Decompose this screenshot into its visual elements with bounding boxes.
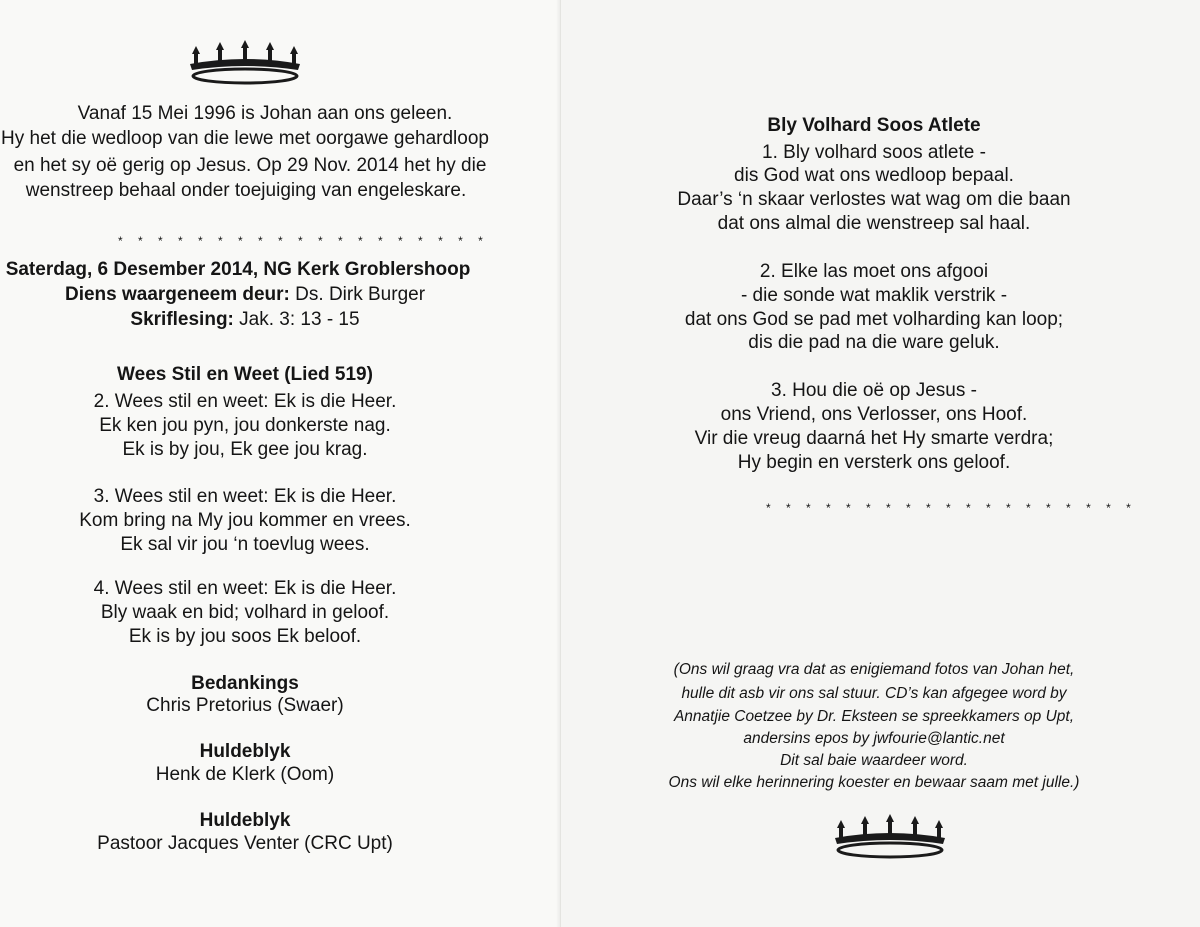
song-verse1-line3: Daar’s ‘n skaar verlostes wat wag om die baan [677,189,1071,210]
note-line-6: Ons wil elke herinnering koester en bewaar saam met julle.) [668,774,1080,791]
tribute1-name: Henk de Klerk (Oom) [155,764,335,785]
officiant-label: Diens waargeneem deur: [64,284,290,305]
hymn-verse4-line1: 4. Wees stil en weet: Ek is die Heer. [93,578,397,599]
song-verse2-line3: dat ons God se pad met volharding kan loop; [684,309,1064,330]
tribute2-title: Huldeblyk [199,810,291,831]
hymn-verse3-line2: Kom bring na My jou kommer en vrees. [79,510,411,531]
reading-value: Jak. 3: 13 - 15 [233,309,360,330]
intro-line-1: Vanaf 15 Mei 1996 is Johan aan ons geleen. [77,103,453,124]
note-line-2: hulle dit asb vir ons sal stuur. CD’s kan afgegee word by [681,685,1067,702]
right-page [560,0,1200,927]
star-divider: * * * * * * * * * * * * * * * * * * * [766,501,1137,515]
hymn-verse2-line2: Ek ken jou pyn, jou donkerste nag. [99,415,391,436]
hymn-verse3-line1: 3. Wees stil en weet: Ek is die Heer. [93,486,397,507]
song-verse2-line1: 2. Elke las moet ons afgooi [759,261,989,282]
song-verse3-line4: Hy begin en versterk ons geloof. [737,452,1011,473]
song-verse1-line4: dat ons almal die wenstreep sal haal. [717,213,1031,234]
scripture-reading [0,308,490,332]
note-line-1: (Ons wil graag vra dat as enigiemand fotos van Johan het, [673,661,1075,678]
intro-line-4: wenstreep behaal onder toejuiging van engeleskare. [25,180,467,201]
crown-icon [831,814,949,860]
tribute1-title: Huldeblyk [199,741,291,762]
star-divider: * * * * * * * * * * * * * * * * * * * [118,234,489,248]
hymn-verse2-line3: Ek is by jou, Ek gee jou krag. [122,439,368,460]
note-line-4: andersins epos by jwfourie@lantic.net [743,730,1005,747]
hymn-verse4-line3: Ek is by jou soos Ek beloof. [128,626,362,647]
thanks-title: Bedankings [191,673,299,694]
note-line-5: Dit sal baie waardeer word. [780,752,968,769]
officiant [0,283,490,307]
song-title: Bly Volhard Soos Atlete [767,115,981,136]
thanks-name: Chris Pretorius (Swaer) [146,695,344,716]
hymn-verse2-line1: 2. Wees stil en weet: Ek is die Heer. [93,391,397,412]
song-verse3-line1: 3. Hou die oë op Jesus - [771,380,977,401]
note-line-3: Annatjie Coetzee by Dr. Eksteen se spreekkamers op Upt, [673,708,1075,725]
song-verse2-line2: - die sonde wat maklik verstrik - [740,285,1008,306]
service-date: Saterdag, 6 Desember 2014, NG Kerk Groblershoop [5,259,471,280]
officiant-value: Ds. Dirk Burger [289,284,426,305]
reading-label: Skriflesing: [130,309,234,330]
crown-icon [186,40,304,86]
left-page [0,0,560,927]
song-verse3-line2: ons Vriend, ons Verlosser, ons Hoof. [720,404,1028,425]
hymn-title: Wees Stil en Weet (Lied 519) [117,364,373,385]
intro-line-2: Hy het die wedloop van die lewe met oorgawe gehardloop [1,128,489,149]
tribute2-name: Pastoor Jacques Venter (CRC Upt) [97,833,393,854]
intro-line-3: en het sy oë gerig op Jesus. Op 29 Nov. 2014 het hy die [13,155,487,176]
hymn-verse3-line3: Ek sal vir jou ‘n toevlug wees. [120,534,370,555]
song-verse2-line4: dis die pad na die ware geluk. [748,332,1000,353]
song-verse1-line1: 1. Bly volhard soos atlete - [762,142,986,163]
song-verse1-line2: dis God wat ons wedloop bepaal. [734,165,1014,186]
song-verse3-line3: Vir die vreug daarná het Hy smarte verdra; [694,428,1054,449]
hymn-verse4-line2: Bly waak en bid; volhard in geloof. [100,602,390,623]
